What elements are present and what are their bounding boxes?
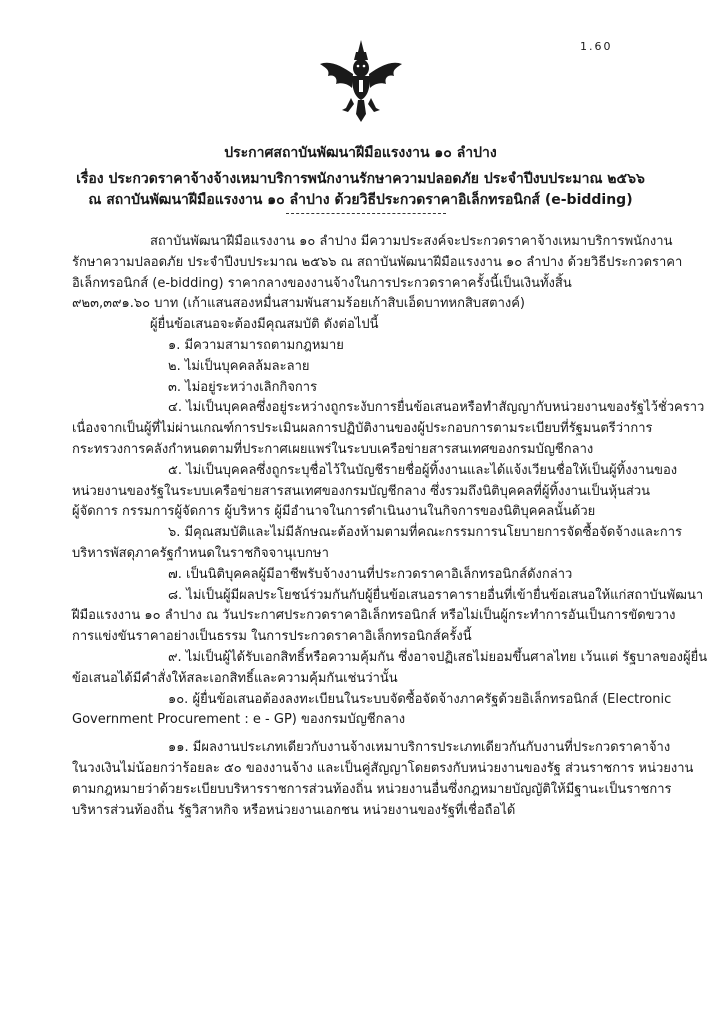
intro-line: สถาบันพัฒนาฝีมือแรงงาน ๑๐ ลำปาง มีความประสงค์จะประกวดราคาจ้างเหมาบริการพนักงาน [150, 234, 673, 249]
qualification-continuation: ในวงเงินไม่น้อยกว่าร้อยละ ๕๐ ของงานจ้าง และเป็นคู่สัญญาโดยตรงกับหน่วยงานของรัฐ ส่วนราชการ หน่วยงาน [72, 760, 694, 776]
qualification-continuation: บริหารพัสดุภาครัฐกำหนดในราชกิจจานุเบกษา [72, 545, 329, 561]
qualification-item: ๑๑. มีผลงานประเภทเดียวกับงานจ้างเหมาบริการประเภทเดียวกันกับงานที่ประกวดราคาจ้าง [168, 740, 671, 756]
intro-line: อิเล็กทรอนิกส์ (e-bidding) ราคากลางของงานจ้างในการประกวดราคาครั้งนี้เป็นเงินทั้งสิ้น [72, 275, 572, 291]
qualification-item: ๔. ไม่เป็นบุคคลซึ่งอยู่ระหว่างถูกระงับการยื่นข้อเสนอหรือทำสัญญากับหน่วยงานของรัฐไว้ชั่วคราว [168, 400, 705, 416]
qualification-continuation: ข้อเสนอได้มีคำสั่งให้สละเอกสิทธิ์และความคุ้มกันเช่นว่านั้น [72, 670, 398, 686]
qualification-item: ๑. มีความสามารถตามกฎหมาย [168, 337, 344, 353]
announcement-subject: เรื่อง ประกวดราคาจ้างจ้างเหมาบริการพนักงานรักษาความปลอดภัย ประจำปีงบประมาณ ๒๕๖๖ [76, 171, 645, 187]
title-divider [286, 213, 446, 214]
qualification-item: ๖. มีคุณสมบัติและไม่มีลักษณะต้องห้ามตามที่คณะกรรมการนโยบายการจัดซื้อจัดจ้างและการ [168, 525, 683, 541]
announcement-body [72, 232, 708, 821]
qualification-item: ๓. ไม่อยู่ระหว่างเลิกกิจการ [168, 379, 318, 395]
qualification-continuation: หน่วยงานของรัฐในระบบเครือข่ายสารสนเทศของกรมบัญชีกลาง ซึ่งรวมถึงนิติบุคคลที่ผู้ทิ้งงานเป็นหุ้นส่วน [72, 483, 651, 499]
qualification-continuation: Government Procurement : e - GP) ของกรมบัญชีกลาง [72, 712, 406, 728]
qualification-item: ๗. เป็นนิติบุคคลผู้มีอาชีพรับจ้างงานที่ประกวดราคาอิเล็กทรอนิกส์ดังกล่าว [168, 566, 573, 582]
handwritten-mark: 1.60 [580, 40, 613, 53]
qualification-continuation: บริหารส่วนท้องถิ่น รัฐวิสาหกิจ หรือหน่วยงานเอกชน หน่วยงานของรัฐที่เชื่อถือได้ [72, 802, 516, 818]
announcement-subject-location: ณ สถาบันพัฒนาฝีมือแรงงาน ๑๐ ลำปาง ด้วยวิธีประกวดราคาอิเล็กทรอนิกส์ (e-bidding) [88, 192, 633, 208]
intro-line: รักษาความปลอดภัย ประจำปีงบประมาณ ๒๕๖๖ ณ สถาบันพัฒนาฝีมือแรงงาน ๑๐ ลำปาง ด้วยวิธีประกวดราคา [72, 254, 683, 270]
garuda-emblem-icon [318, 38, 404, 124]
qualification-continuation: ผู้จัดการ กรรมการผู้จัดการ ผู้บริหาร ผู้มีอำนาจในการดำเนินงานในกิจการของนิติบุคคลนั้นด้วย [72, 504, 596, 520]
qualifications-heading: ผู้ยื่นข้อเสนอจะต้องมีคุณสมบัติ ดังต่อไปนี้ [150, 317, 379, 333]
intro-line: ๙๒๓,๓๙๑.๖๐ บาท (เก้าแสนสองหมื่นสามพันสามร้อยเก้าสิบเอ็ดบาทหกสิบสตางค์) [72, 296, 525, 312]
qualification-item: ๑๐. ผู้ยื่นข้อเสนอต้องลงทะเบียนในระบบจัดซื้อจัดจ้างภาครัฐด้วยอิเล็กทรอนิกส์ (Electronic [168, 691, 672, 707]
qualification-item: ๘. ไม่เป็นผู้มีผลประโยชน์ร่วมกันกับผู้ยื่นข้อเสนอราคารายอื่นที่เข้ายื่นข้อเสนอให้แก่สถาบันพัฒนา [168, 587, 704, 603]
qualification-continuation: ฝีมือแรงงาน ๑๐ ลำปาง ณ วันประกาศประกวดราคาอิเล็กทรอนิกส์ หรือไม่เป็นผู้กระทำการอันเป็นการขัดขวาง [72, 608, 676, 624]
qualification-item: ๒. ไม่เป็นบุคคลล้มละลาย [168, 358, 310, 374]
qualification-continuation: ตามกฎหมายว่าด้วยระเบียบบริหารราชการส่วนท้องถิ่น หน่วยงานอื่นซึ่งกฎหมายบัญญัติให้มีฐานะเป็นราชการ [72, 781, 672, 797]
qualification-item: ๕. ไม่เป็นบุคคลซึ่งถูกระบุชื่อไว้ในบัญชีรายชื่อผู้ทิ้งงานและได้แจ้งเวียนชื่อให้เป็นผู้ทิ้งงานของ [168, 462, 678, 478]
announcement-title: ประกาศสถาบันพัฒนาฝีมือแรงงาน ๑๐ ลำปาง [224, 145, 497, 161]
qualification-continuation: เนื่องจากเป็นผู้ที่ไม่ผ่านเกณฑ์การประเมินผลการปฏิบัติงานของผู้ประกอบการตามระเบียบที่รัฐมนตรีว่าการ [72, 421, 653, 437]
qualification-continuation: กระทรวงการคลังกำหนดตามที่ประกาศเผยแพร่ในระบบเครือข่ายสารสนเทศของกรมบัญชีกลาง [72, 441, 594, 457]
qualification-item: ๙. ไม่เป็นผู้ได้รับเอกสิทธิ์หรือความคุ้มกัน ซึ่งอาจปฏิเสธไม่ยอมขึ้นศาลไทย เว้นแต่ รัฐบาลของผู้ยื่น [168, 649, 708, 665]
qualification-continuation: การแข่งขันราคาอย่างเป็นธรรม ในการประกวดราคาอิเล็กทรอนิกส์ครั้งนี้ [72, 629, 472, 645]
